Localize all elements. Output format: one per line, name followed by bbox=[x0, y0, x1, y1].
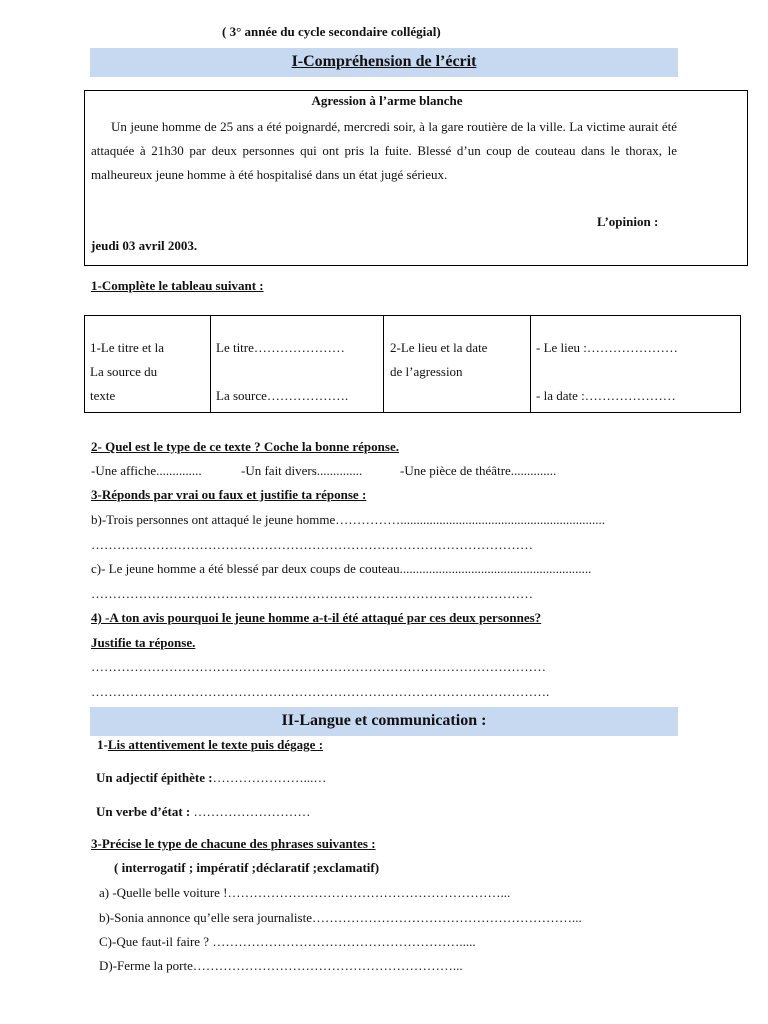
q3-statement-c: c)- Le jeune homme a été blessé par deux coups de couteau........................................................... bbox=[91, 561, 592, 576]
table-cell-place-date-answer: - Le lieu :………………… - la date :………………… bbox=[531, 316, 741, 413]
q4-answer-line-2[interactable]: ……………………………………………………………………………………………. bbox=[91, 684, 550, 699]
sentence-b: b)-Sonia annonce qu’elle sera journaliste……………………………………………………... bbox=[99, 910, 582, 925]
text-date: jeudi 03 avril 2003. bbox=[91, 238, 198, 253]
table-cell-title-source-answer: Le titre………………… La source………………. bbox=[211, 316, 384, 413]
sentence-c: C)-Que faut-il faire ? …………………………………………………..... bbox=[99, 934, 476, 949]
section2-title: II-Langue et communication : bbox=[281, 712, 487, 729]
q3-heading: 3-Réponds par vrai ou faux et justifie ta réponse : bbox=[91, 487, 367, 502]
sentence-a: a) -Quelle belle voiture !………………………………………………………... bbox=[99, 885, 511, 900]
q4-heading: 4) -A ton avis pourquoi le jeune homme a-t-il été attaqué par ces deux personnes? bbox=[91, 610, 542, 625]
lang-verb-row bbox=[96, 804, 310, 820]
section1-title: I-Compréhension de l’écrit bbox=[291, 53, 477, 70]
reading-text-box bbox=[84, 90, 748, 266]
sentence-d: D)-Ferme la porte……………………………………………………... bbox=[99, 958, 463, 973]
q1-heading: 1-Complète le tableau suivant : bbox=[91, 278, 264, 293]
section1-banner bbox=[90, 48, 678, 77]
text-source: L’opinion : bbox=[597, 214, 659, 229]
q2-heading: 2- Quel est le type de ce texte ? Coche la bonne réponse. bbox=[91, 439, 399, 454]
q3-statement-b: b)-Trois personnes ont attaqué le jeune homme……………............................................................... bbox=[91, 512, 606, 527]
q2-option-affiche[interactable]: -Une affiche.............. bbox=[91, 463, 202, 478]
q4-justify: Justifie ta réponse. bbox=[91, 635, 196, 650]
lang-q3-heading: 3-Précise le type de chacune des phrases suivantes : bbox=[91, 836, 376, 851]
lang-q1 bbox=[97, 737, 323, 753]
lang-q3-types: ( interrogatif ; impératif ;déclaratif ;exclamatif) bbox=[114, 860, 380, 875]
adjective-label: Un adjectif épithète : bbox=[96, 770, 213, 785]
table-cell-title-source-label: 1-Le titre et la La source du texte bbox=[85, 316, 211, 413]
text-title: Agression à l’arme blanche bbox=[311, 93, 463, 108]
q2-option-fait-divers[interactable]: -Un fait divers.............. bbox=[241, 463, 363, 478]
lang-adjective-row bbox=[96, 770, 326, 786]
table-cell-place-date-label: 2-Le lieu et la date de l’agression bbox=[384, 316, 531, 413]
lang-q1-text: Lis attentivement le texte puis dégage : bbox=[107, 737, 324, 752]
q3-answer-line-c[interactable]: ………………………………………………………………………………………… bbox=[91, 586, 533, 601]
text-paragraph: Un jeune homme de 25 ans a été poignardé, mercredi soir, à la gare routière de la ville. La victime aurait été attaquée à 21h30 par deux personnes qui ont pris la fuite. Blessé d’un coup de couteau dans le thorax, le malheureux jeune homme à été hospitalisé dans un état jugé sérieux. bbox=[91, 119, 677, 182]
level-subtitle: ( 3° année du cycle secondaire collégial) bbox=[222, 24, 441, 39]
adjective-answer[interactable]: …………………...… bbox=[212, 770, 327, 785]
q2-option-theatre[interactable]: -Une pièce de théâtre.............. bbox=[400, 463, 557, 478]
lang-q1-number: 1- bbox=[97, 737, 108, 752]
verb-label: Un verbe d’état : bbox=[96, 804, 191, 819]
section2-banner bbox=[90, 707, 678, 736]
q3-answer-line-b[interactable]: ………………………………………………………………………………………… bbox=[91, 537, 533, 552]
verb-answer[interactable]: ……………………… bbox=[193, 804, 311, 819]
q4-answer-line-1[interactable]: …………………………………………………………………………………………… bbox=[91, 659, 546, 674]
info-table bbox=[84, 315, 741, 413]
